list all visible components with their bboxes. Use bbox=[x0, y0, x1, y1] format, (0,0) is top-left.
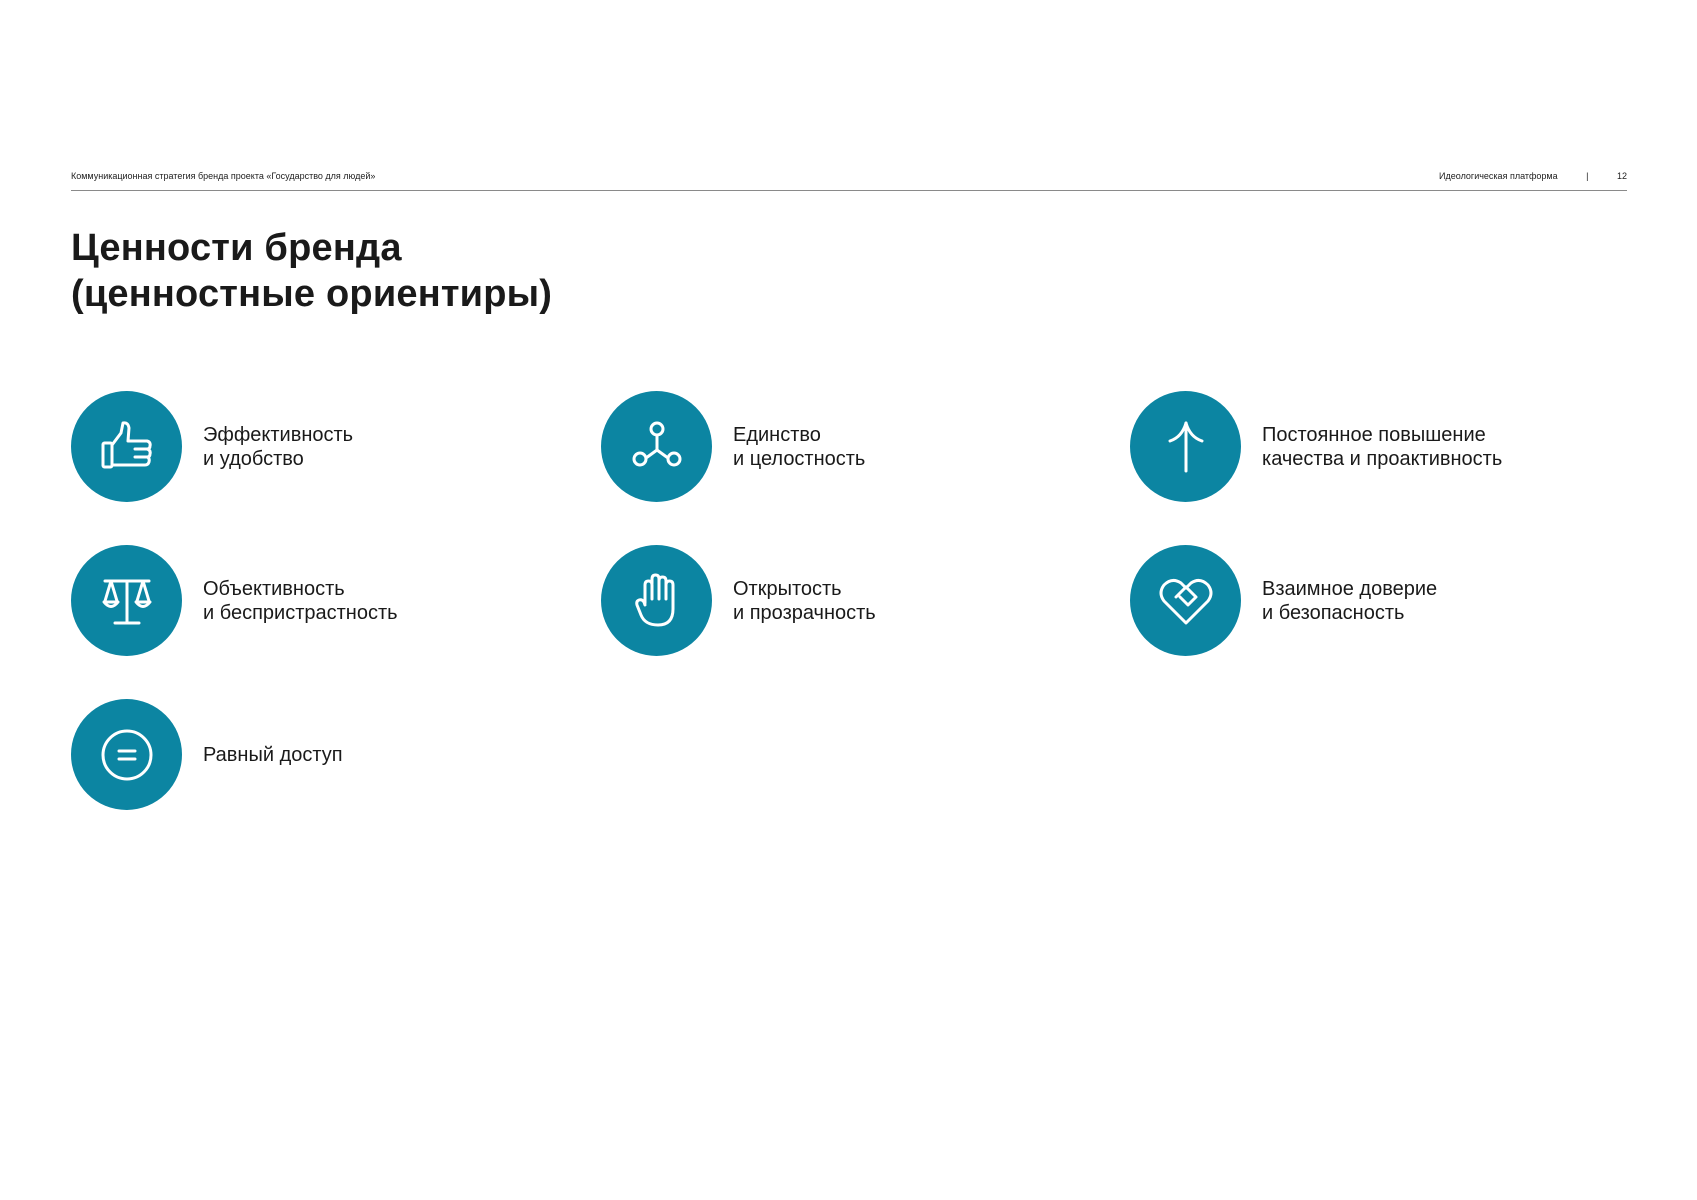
value-item bbox=[601, 545, 1121, 657]
scales-icon bbox=[95, 569, 159, 633]
value-label-line-2: и безопасность bbox=[1262, 601, 1405, 624]
value-badge bbox=[1130, 545, 1241, 656]
value-label-line-1: Единство bbox=[733, 423, 821, 446]
value-badge bbox=[1130, 391, 1241, 502]
value-label-line-2: и удобство bbox=[203, 447, 304, 470]
value-label-line-1: Равный доступ bbox=[203, 743, 343, 766]
value-label-line-1: Эффективность bbox=[203, 423, 354, 446]
value-label bbox=[1262, 391, 1502, 502]
equals-circle-icon bbox=[95, 723, 159, 787]
value-item bbox=[71, 391, 591, 503]
value-badge bbox=[601, 391, 712, 502]
value-label-line-2: и прозрачность bbox=[733, 601, 876, 624]
page-number: 12 bbox=[1616, 171, 1627, 181]
value-badge bbox=[601, 545, 712, 656]
thumbs-up-icon bbox=[95, 415, 159, 479]
value-label-line-2: качества и проактивность bbox=[1262, 447, 1503, 470]
page-title-line-2: (ценностные ориентиры) bbox=[71, 273, 553, 315]
value-label bbox=[733, 391, 865, 502]
value-label bbox=[203, 391, 353, 502]
section-name: Идеологическая платформа bbox=[1439, 171, 1558, 181]
value-label bbox=[733, 545, 876, 656]
value-badge bbox=[71, 391, 182, 502]
value-label-line-1: Открытость bbox=[733, 577, 842, 600]
network-nodes-icon bbox=[625, 415, 689, 479]
value-item bbox=[1130, 545, 1650, 657]
value-badge bbox=[71, 545, 182, 656]
value-label bbox=[203, 545, 398, 656]
arrow-up-icon bbox=[1154, 415, 1218, 479]
value-item bbox=[71, 545, 591, 657]
value-item bbox=[1130, 391, 1650, 503]
value-label-line-1: Постоянное повышение bbox=[1262, 423, 1486, 446]
value-label-line-2: и целостность bbox=[733, 447, 866, 470]
document-title: Коммуникационная стратегия бренда проекта «Государство для людей» bbox=[71, 171, 376, 181]
value-label bbox=[203, 699, 343, 810]
value-item bbox=[601, 391, 1121, 503]
value-item bbox=[71, 699, 591, 811]
value-label-line-1: Взаимное доверие bbox=[1262, 577, 1438, 600]
value-label bbox=[1262, 545, 1437, 656]
open-hand-icon bbox=[625, 569, 689, 633]
header-separator: | bbox=[1586, 171, 1589, 181]
value-label-line-1: Объективность bbox=[203, 577, 345, 600]
value-label-line-2: и беспристрастность bbox=[203, 601, 398, 624]
heart-handshake-icon bbox=[1154, 569, 1218, 633]
value-badge bbox=[71, 699, 182, 810]
page-title-line-1: Ценности бренда bbox=[71, 227, 402, 269]
